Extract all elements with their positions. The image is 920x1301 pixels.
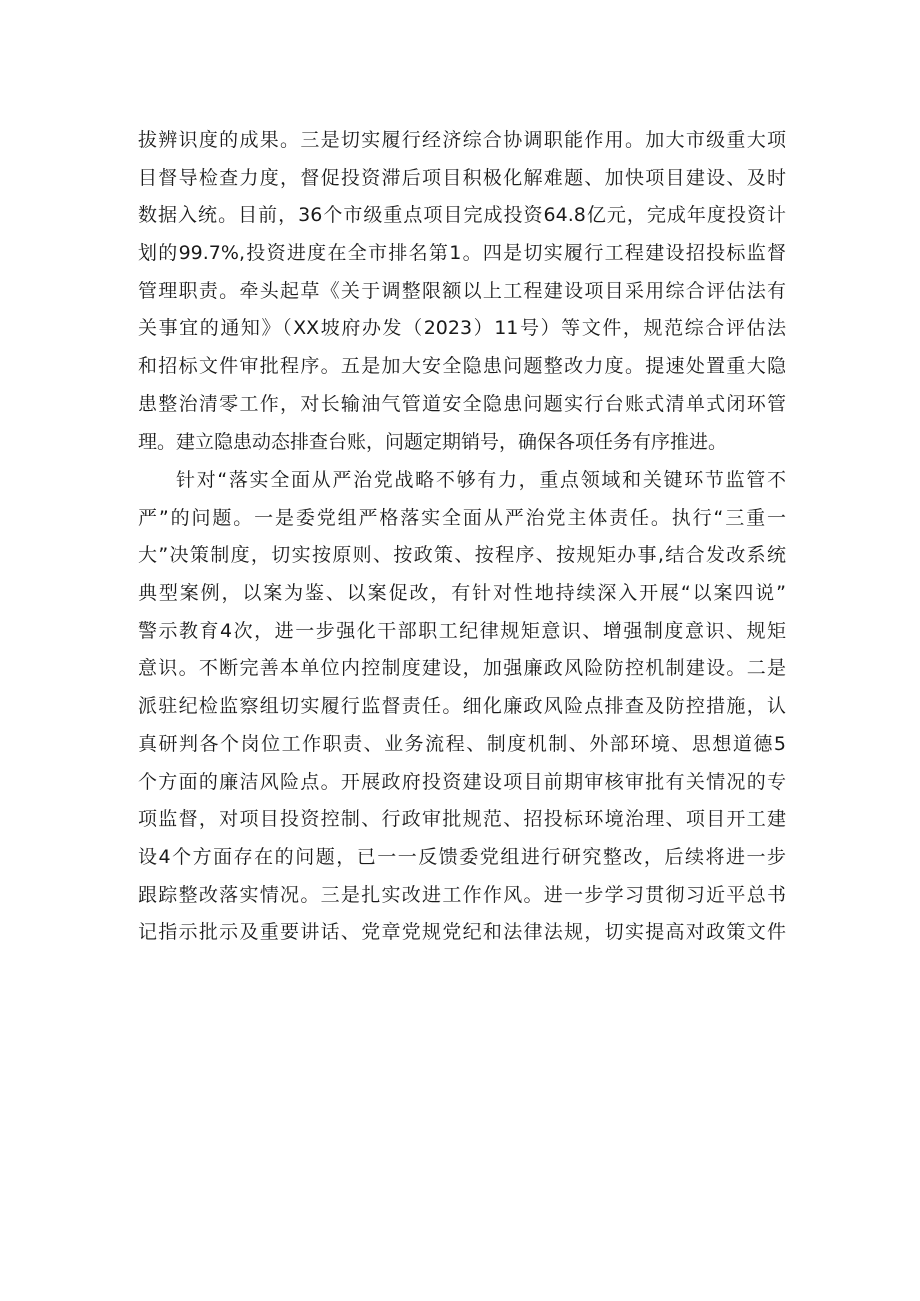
- paragraph-line: 拔辨识度的成果。三是切实履行经济综合协调职能作用。加大市级重大项: [138, 129, 786, 151]
- paragraph-line: 意识。不断完善本单位内控制度建设，加强廉政风险防控机制建设。二是: [138, 657, 786, 680]
- paragraph-line: 关事宜的通知》（XX坡府办发（2023）11号）等文件，规范综合评估法: [138, 317, 786, 340]
- paragraph-line: 针对“落实全面从严治党战略不够有力，重点领域和关键环节监管不: [176, 469, 786, 491]
- paragraph-line: 大”决策制度，切实按原则、按政策、按程序、按规矩办事,结合发改系统: [138, 544, 786, 567]
- paragraph-line: 记指示批示及重要讲话、党章党规党纪和法律法规，切实提高对政策文件: [138, 921, 786, 944]
- paragraph-line: 派驻纪检监察组切实履行监督责任。细化廉政风险点排查及防控措施，认: [138, 695, 786, 718]
- paragraph-party-discipline: [138, 462, 786, 952]
- paragraph-line: 划的99.7%,投资进度在全市排名第1。四是切实履行工程建设招投标监督: [138, 242, 786, 265]
- paragraph-line: 设4个方面存在的问题，已一一反馈委党组进行研究整改，后续将进一步: [138, 845, 786, 868]
- paragraph-line: 数据入统。目前，36个市级重点项目完成投资64.8亿元，完成年度投资计: [138, 204, 786, 227]
- paragraph-line: 典型案例，以案为鉴、以案促改，有针对性地持续深入开展“以案四说”: [138, 582, 786, 605]
- paragraph-line: 目督导检查力度，督促投资滞后项目积极化解难题、加快项目建设、及时: [138, 166, 786, 189]
- paragraph-line: 警示教育4次，进一步强化干部职工纪律规矩意识、增强制度意识、规矩: [138, 619, 786, 642]
- paragraph-line: 项监督，对项目投资控制、行政审批规范、招投标环境治理、项目开工建: [138, 808, 786, 831]
- paragraph-line: 管理职责。牵头起草《关于调整限额以上工程建设项目采用综合评估法有: [138, 279, 786, 302]
- paragraph-line: 患整治清零工作，对长输油气管道安全隐患问题实行台账式清单式闭环管: [138, 392, 786, 415]
- paragraph-line: 理。建立隐患动态排查台账，问题定期销号，确保各项任务有序推进。: [138, 430, 728, 453]
- paragraph-line: 跟踪整改落实情况。三是扎实改进工作作风。进一步学习贯彻习近平总书: [138, 883, 786, 906]
- paragraph-line: 和招标文件审批程序。五是加大安全隐患问题整改力度。提速处置重大隐: [138, 355, 786, 378]
- paragraph-line: 真研判各个岗位工作职责、业务流程、制度机制、外部环境、思想道德5: [138, 732, 786, 755]
- paragraph-line: 严”的问题。一是委党组严格落实全面从严治党主体责任。执行“三重一: [138, 506, 786, 529]
- paragraph-line: 个方面的廉洁风险点。开展政府投资建设项目前期审核审批有关情况的专: [138, 770, 786, 793]
- paragraph-continuation: [138, 122, 786, 461]
